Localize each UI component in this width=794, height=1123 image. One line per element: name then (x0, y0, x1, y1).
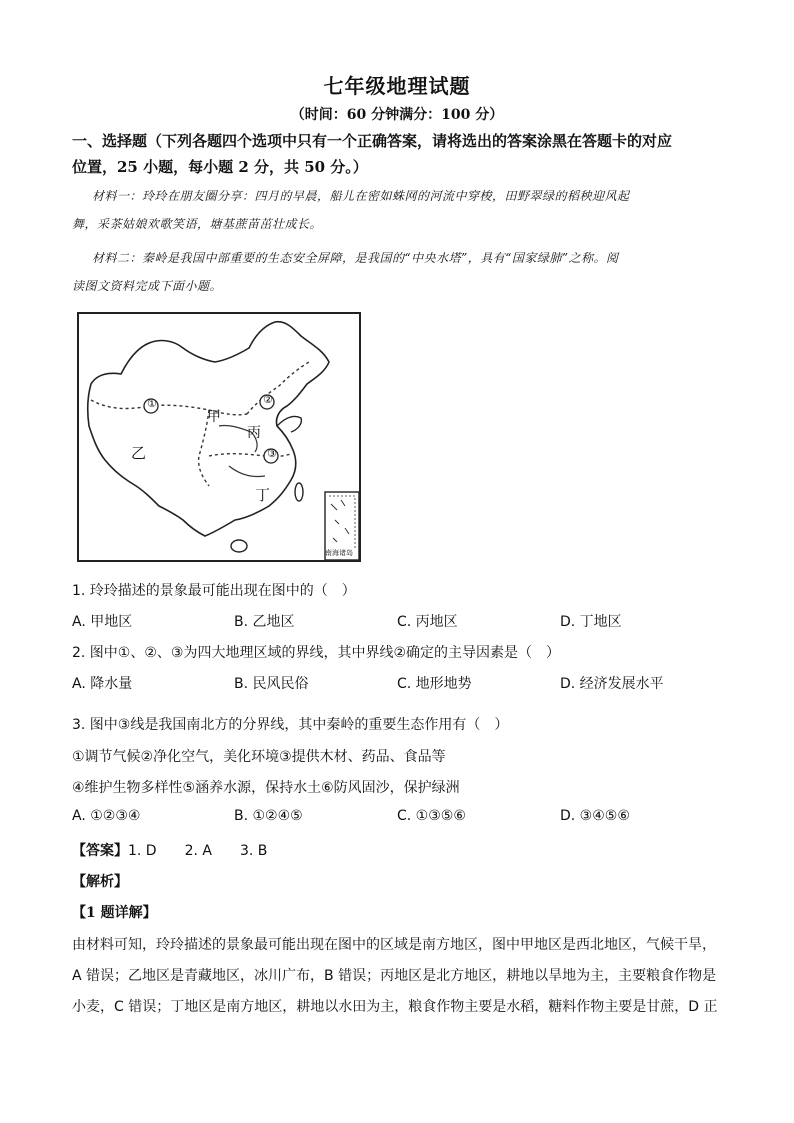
question-2-option-c[interactable]: C. 地形地势 (397, 676, 472, 692)
question-1-option-b[interactable]: B. 乙地区 (234, 614, 295, 630)
analysis-text-line2: A 错误；乙地区是青藏地区，冰川广布，B 错误；丙地区是北方地区，耕地以旱地为主，主要粮食作物是 (72, 968, 717, 984)
analysis-text-line3: 小麦，C 错误；丁地区是南方地区，耕地以水田为主，粮食作物主要是水稻，糖料作物主要是甘蔗，D 正 (72, 999, 718, 1015)
question-2-stem: 2. 图中①、②、③为四大地理区域的界线，其中界线②确定的主导因素是（ ） (72, 645, 561, 661)
material-two-line2: 读图文资料完成下面小题。 (72, 279, 223, 293)
question-1-stem: 1. 玲玲描述的景象最可能出现在图中的（ ） (72, 583, 356, 599)
section-heading-line2: 位置，25 小题，每小题 2 分，共 50 分。） (72, 158, 368, 176)
material-two-line1: 材料二：秦岭是我国中部重要的生态安全屏障，是我国的“中央水塔”，具有“国家绿肺”之称。阅 (92, 251, 619, 265)
question-1-option-d[interactable]: D. 丁地区 (560, 614, 622, 630)
question-3-stem: 3. 图中③线是我国南北方的分界线，其中秦岭的重要生态作用有（ ） (72, 717, 509, 733)
map-label-bing: 丙 (247, 425, 261, 441)
china-outline (88, 322, 329, 536)
analysis-sub-label: 【1 题详解】 (72, 905, 157, 921)
map-label-ding: 丁 (255, 486, 271, 504)
question-2-option-b[interactable]: B. 民风民俗 (234, 676, 309, 692)
question-3-items-line2: ④维护生物多样性⑤涵养水源，保持水土⑥防风固沙，保护绿洲 (72, 780, 460, 796)
material-one-line1: 材料一：玲玲在朋友圈分享：四月的早晨，船儿在密如蛛网的河流中穿梭，田野翠绿的稻秧迎风起 (92, 189, 630, 203)
question-3-option-b[interactable]: B. ①②④⑤ (234, 808, 303, 824)
map-graphic (79, 314, 359, 560)
exam-info: （时间：60 分钟满分：100 分） (290, 107, 504, 123)
map-label-line2: ② (263, 393, 273, 406)
question-3-option-d[interactable]: D. ③④⑤⑥ (560, 808, 630, 824)
boundary-line-1 (91, 400, 247, 415)
question-1-option-c[interactable]: C. 丙地区 (397, 614, 458, 630)
boundary-line-3 (209, 454, 291, 457)
page-title: 七年级地理试题 (323, 74, 471, 98)
material-one-line2: 舞，采茶姑娘欢歌笑语，塘基蔗苗茁壮成长。 (72, 217, 323, 231)
map-label-jia: 甲 (207, 409, 221, 425)
question-3-items-line1: ①调节气候②净化空气，美化环境③提供木材、药品、食品等 (72, 749, 446, 765)
answer-line (72, 840, 267, 860)
map-label-line1: ① (147, 397, 157, 410)
map-label-yi: 乙 (131, 444, 147, 462)
question-3-option-a[interactable]: A. ①②③④ (72, 808, 141, 824)
question-2-option-d[interactable]: D. 经济发展水平 (560, 676, 664, 692)
map-inset-label: 南海诸岛 (325, 549, 353, 557)
hainan-island (231, 540, 247, 552)
taiwan-island (295, 483, 303, 501)
answer-text: 1. D 2. A 3. B (128, 843, 268, 859)
question-1-option-a[interactable]: A. 甲地区 (72, 614, 133, 630)
section-heading-line1: 一、选择题（下列各题四个选项中只有一个正确答案，请将选出的答案涂黑在答题卡的对应 (72, 132, 673, 150)
analysis-text-line1: 由材料可知，玲玲描述的景象最可能出现在图中的区域是南方地区，图中甲地区是西北地区，气候干旱， (72, 937, 716, 953)
analysis-label: 【解析】 (72, 874, 128, 890)
map-label-line3: ③ (267, 447, 277, 460)
question-3-option-c[interactable]: C. ①③⑤⑥ (397, 808, 466, 824)
question-2-option-a[interactable]: A. 降水量 (72, 676, 133, 692)
china-region-map (77, 312, 361, 562)
answer-label: 【答案】 (72, 843, 128, 859)
